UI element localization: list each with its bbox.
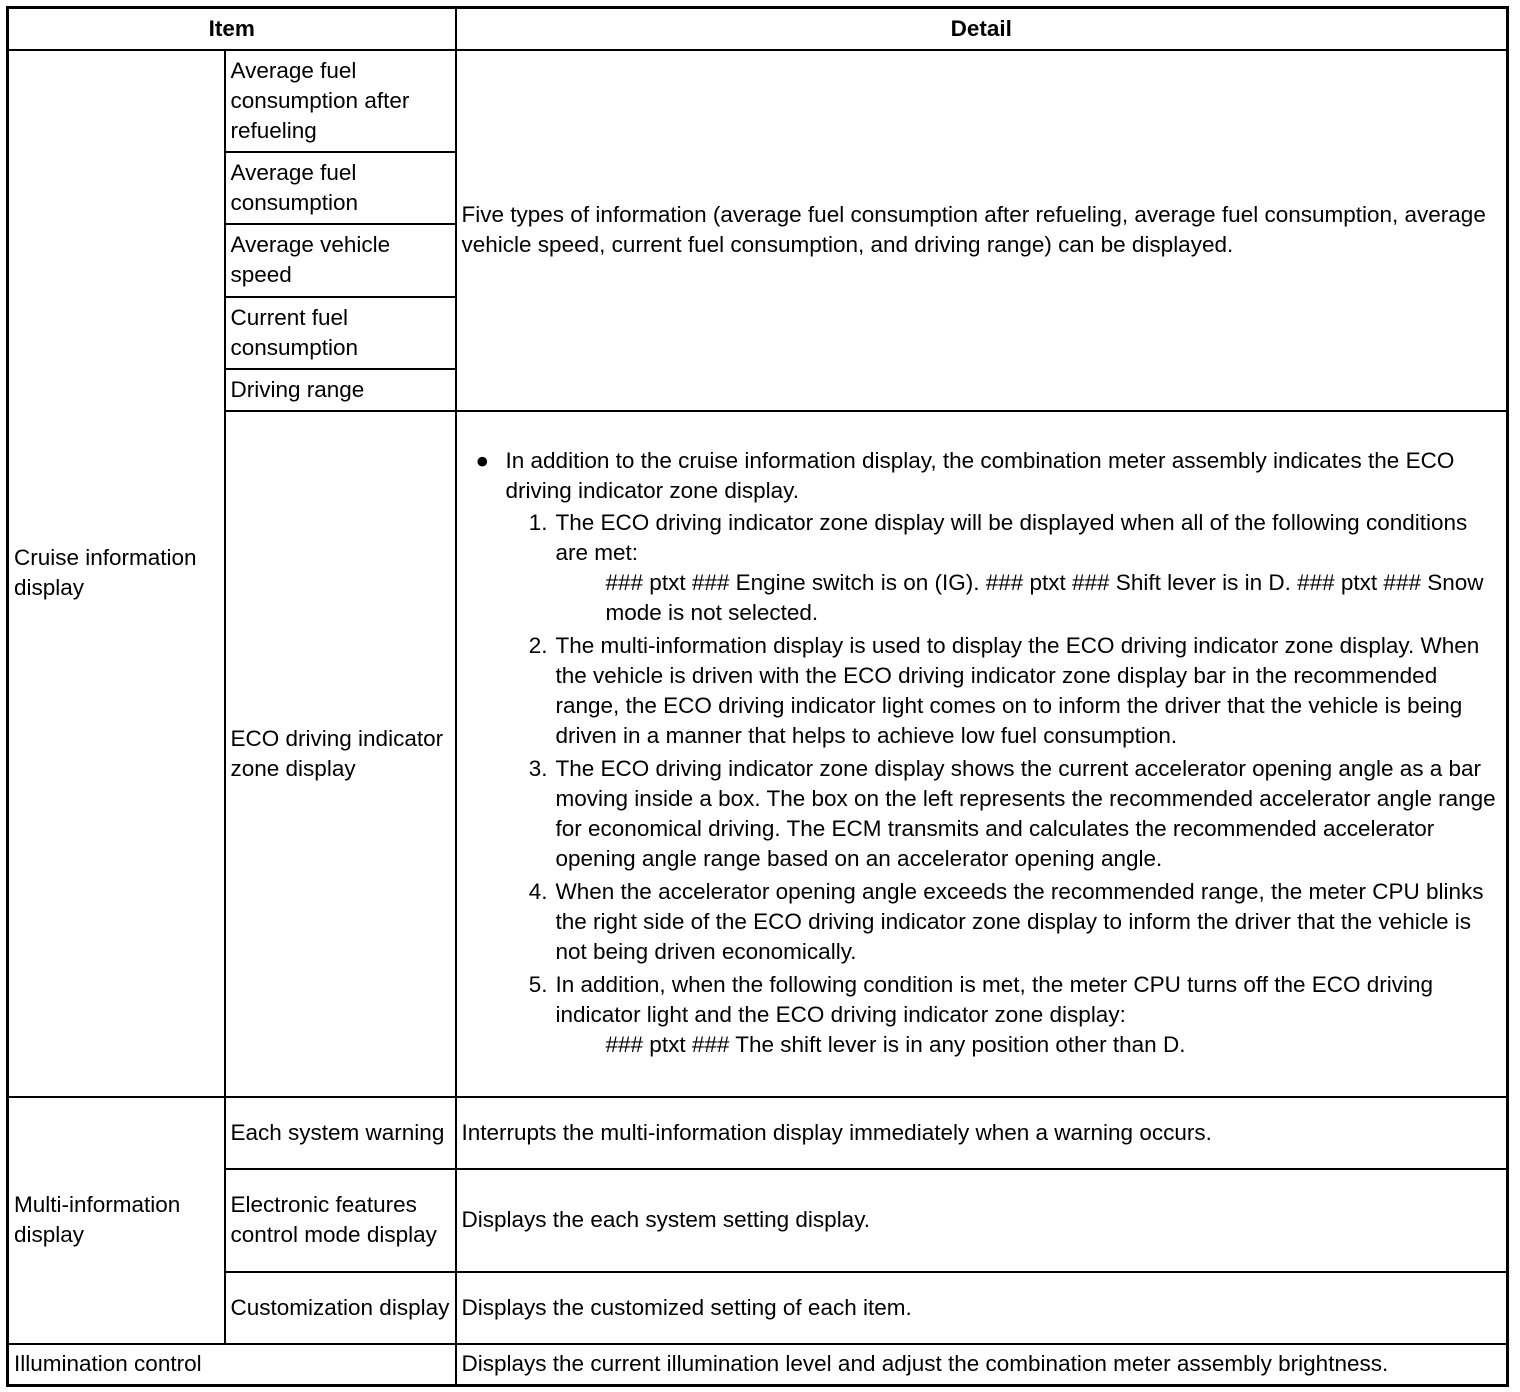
eco-intro-text: In addition to the cruise information display, the combination meter assembly indicates the ECO driving indicator zone display.: [505, 448, 1455, 503]
list-item: [506, 508, 1502, 628]
subitem-electronic-features-control-mode-display: Electronic features control mode display: [225, 1169, 456, 1272]
bullet-icon: ●: [475, 448, 490, 473]
spec-table: [6, 6, 1509, 1387]
subitem-average-fuel-after-refueling: Average fuel consumption after refueling: [225, 50, 456, 152]
step-subtext: ### ptxt ### The shift lever is in any position other than D.: [605, 1032, 1186, 1057]
detail-illumination-control: Displays the current illumination level and adjust the combination meter assembly brightness.: [456, 1344, 1508, 1386]
step-text: The ECO driving indicator zone display will be displayed when all of the following conditions are met:: [555, 510, 1468, 565]
step-text: The ECO driving indicator zone display shows the current accelerator opening angle as a bar moving inside a box. The box on the left represents the recommended accelerator angle range for economical driving. The ECM transmits and calculates the recommended accelerator opening angle range based on an accelerator opening angle.: [555, 756, 1496, 871]
item-illumination-control: Illumination control: [8, 1344, 456, 1386]
header-item: Item: [8, 8, 456, 50]
eco-bullet: [462, 446, 1502, 506]
detail-five-types: Five types of information (average fuel consumption after refueling, average fuel consumption, average vehicle speed, current fuel consumption, and driving range) can be displayed.: [456, 50, 1508, 411]
step-text: In addition, when the following condition is met, the meter CPU turns off the ECO driving indicator light and the ECO driving indicator zone display:: [555, 972, 1434, 1027]
list-item: [506, 631, 1502, 751]
subitem-driving-range: Driving range: [225, 369, 456, 411]
step-number: 2.: [528, 633, 548, 658]
step-subtext: ### ptxt ### Engine switch is on (IG). ### ptxt ### Shift lever is in D. ### ptxt ### Snow mode is not selected.: [605, 570, 1484, 625]
detail-each-system-warning: Interrupts the multi-information display immediately when a warning occurs.: [456, 1097, 1508, 1169]
header-detail: Detail: [456, 8, 1508, 50]
group-multi-information-display: Multi-information display: [8, 1097, 225, 1344]
detail-eco-driving: [456, 411, 1508, 1097]
step-text: When the accelerator opening angle exceeds the recommended range, the meter CPU blinks the right side of the ECO driving indicator zone display to inform the driver that the vehicle is not being driven economically.: [555, 879, 1484, 964]
detail-customization: Displays the customized setting of each item.: [456, 1272, 1508, 1344]
subitem-customization-display: Customization display: [225, 1272, 456, 1344]
group-cruise-information-display: Cruise information display: [8, 50, 225, 1097]
list-item: [506, 877, 1502, 967]
subitem-average-vehicle-speed: Average vehicle speed: [225, 224, 456, 297]
step-number: 1.: [528, 510, 548, 535]
subitem-current-fuel-consumption: Current fuel consumption: [225, 297, 456, 369]
subitem-eco-driving-indicator-zone-display: ECO driving indicator zone display: [225, 411, 456, 1097]
step-number: 5.: [528, 972, 548, 997]
subitem-each-system-warning: Each system warning: [225, 1097, 456, 1169]
step-text: The multi-information display is used to display the ECO driving indicator zone display. When the vehicle is driven with the ECO driving indicator zone display bar in the recommended range, the ECO driving indicator light comes on to inform the driver that the vehicle is being driven in a manner that helps to achieve low fuel consumption.: [555, 633, 1480, 748]
step-number: 4.: [528, 879, 548, 904]
step-number: 3.: [528, 756, 548, 781]
detail-electronic-features: Displays the each system setting display.: [456, 1169, 1508, 1272]
eco-steps-list: [462, 508, 1502, 1060]
list-item: [506, 970, 1502, 1060]
subitem-average-fuel-consumption: Average fuel consumption: [225, 152, 456, 224]
list-item: [506, 754, 1502, 874]
